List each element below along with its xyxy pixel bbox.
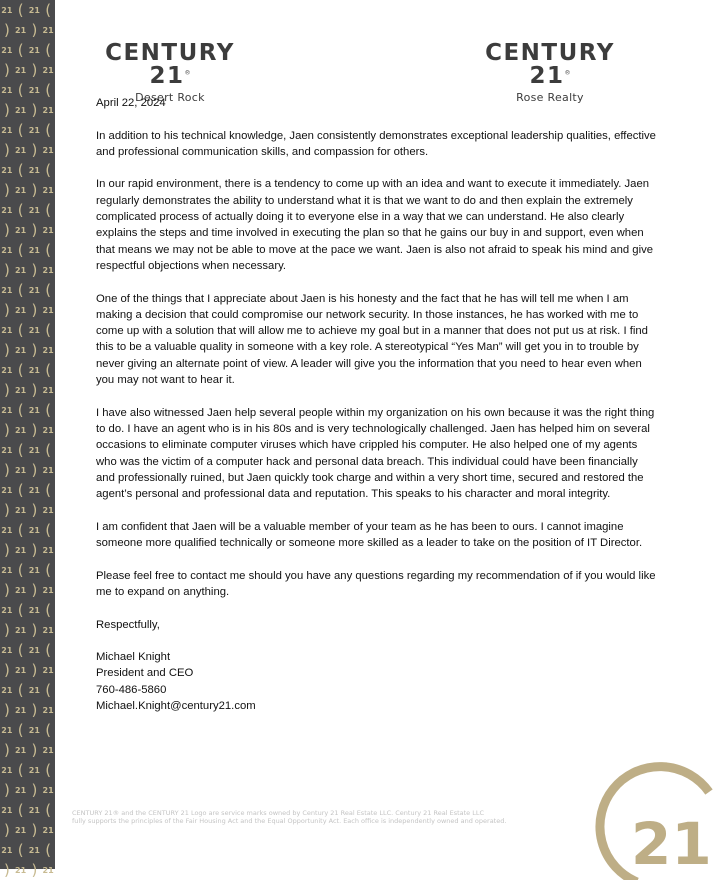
pattern-mark-icon: 21 — [28, 725, 40, 735]
pattern-mark-icon: ( — [45, 680, 52, 699]
pattern-mark-icon: 21 — [42, 105, 54, 115]
pattern-mark-icon: 21 — [15, 585, 27, 595]
letter-body — [96, 95, 656, 714]
logo-office-name: Desert Rock — [135, 91, 205, 104]
pattern-mark-icon: ) — [31, 780, 38, 799]
pattern-mark-icon: 21 — [1, 725, 13, 735]
pattern-mark-icon: ( — [17, 760, 24, 779]
pattern-mark-icon: ( — [45, 400, 52, 419]
pattern-mark-icon: ) — [31, 500, 38, 519]
pattern-mark-icon: 21 — [42, 425, 54, 435]
pattern-row — [0, 280, 55, 300]
pattern-mark-icon: 21 — [42, 785, 54, 795]
pattern-mark-icon: 21 — [1, 405, 13, 415]
pattern-mark-icon: ) — [3, 420, 10, 439]
pattern-mark-icon: ( — [17, 400, 24, 419]
pattern-mark-icon: 21 — [28, 325, 40, 335]
signer-phone: 760-486-5860 — [96, 683, 167, 696]
pattern-mark-icon: ( — [17, 240, 24, 259]
pattern-mark-icon: ( — [17, 720, 24, 739]
pattern-mark-icon: ( — [17, 120, 24, 139]
pattern-mark-icon: ) — [31, 660, 38, 679]
pattern-mark-icon: ) — [31, 180, 38, 199]
pattern-row — [0, 700, 55, 720]
pattern-mark-icon: ( — [45, 800, 52, 819]
pattern-row — [0, 240, 55, 260]
pattern-mark-icon: ( — [45, 200, 52, 219]
pattern-mark-icon: 21 — [15, 385, 27, 395]
pattern-mark-icon: 21 — [42, 825, 54, 835]
pattern-row — [0, 500, 55, 520]
pattern-mark-icon: 21 — [1, 445, 13, 455]
legal-footer-line: fully supports the principles of the Fair Housing Act and the Equal Opportunity Act. Each office is independently owned and operated. — [72, 817, 507, 825]
pattern-mark-icon: ) — [3, 300, 10, 319]
pattern-mark-icon: ( — [17, 680, 24, 699]
pattern-row — [0, 820, 55, 840]
pattern-mark-icon: 21 — [42, 505, 54, 515]
pattern-row — [0, 380, 55, 400]
pattern-row — [0, 220, 55, 240]
pattern-mark-icon: ) — [31, 260, 38, 279]
pattern-mark-icon: ) — [3, 780, 10, 799]
pattern-mark-icon: 21 — [15, 545, 27, 555]
pattern-mark-icon: ( — [45, 560, 52, 579]
pattern-mark-icon: 21 — [28, 285, 40, 295]
pattern-mark-icon: ) — [3, 380, 10, 399]
pattern-mark-icon: ) — [3, 580, 10, 599]
pattern-mark-icon: ( — [17, 440, 24, 459]
pattern-row — [0, 120, 55, 140]
pattern-mark-icon: ) — [31, 220, 38, 239]
pattern-mark-icon: 21 — [1, 85, 13, 95]
pattern-mark-icon: ) — [3, 140, 10, 159]
logo-brand-text: CENTURY 21® — [485, 40, 615, 89]
pattern-mark-icon: 21 — [42, 705, 54, 715]
pattern-mark-icon: 21 — [42, 665, 54, 675]
pattern-mark-icon: ( — [17, 200, 24, 219]
pattern-mark-icon: 21 — [42, 305, 54, 315]
pattern-mark-icon: ( — [45, 120, 52, 139]
signer-title: President and CEO — [96, 667, 194, 680]
pattern-mark-icon: 21 — [1, 325, 13, 335]
pattern-mark-icon: 21 — [42, 225, 54, 235]
pattern-mark-icon: ) — [3, 220, 10, 239]
pattern-mark-icon: ) — [31, 20, 38, 39]
pattern-mark-icon: ( — [45, 40, 52, 59]
pattern-mark-icon: ) — [31, 860, 38, 879]
pattern-mark-icon: ( — [45, 160, 52, 179]
pattern-mark-icon: ) — [3, 740, 10, 759]
pattern-mark-icon: ( — [17, 560, 24, 579]
pattern-mark-icon: ( — [45, 360, 52, 379]
pattern-mark-icon: ) — [3, 700, 10, 719]
pattern-mark-icon: ( — [45, 80, 52, 99]
pattern-row — [0, 200, 55, 220]
pattern-mark-icon: 21 — [28, 565, 40, 575]
pattern-mark-icon: 21 — [28, 605, 40, 615]
pattern-mark-icon: 21 — [28, 85, 40, 95]
pattern-mark-icon: 21 — [1, 605, 13, 615]
pattern-mark-icon: 21 — [15, 745, 27, 755]
pattern-mark-icon: ) — [31, 460, 38, 479]
pattern-mark-icon: ( — [45, 520, 52, 539]
pattern-mark-icon: 21 — [15, 665, 27, 675]
pattern-row — [0, 620, 55, 640]
pattern-mark-icon: ) — [3, 820, 10, 839]
pattern-mark-icon: ( — [17, 520, 24, 539]
pattern-row — [0, 400, 55, 420]
pattern-mark-icon: ) — [31, 60, 38, 79]
letter-paragraph: Please feel free to contact me should you have any questions regarding my recommendation of if you would like me to expand on anything. — [96, 569, 656, 598]
pattern-row — [0, 0, 55, 20]
pattern-row — [0, 460, 55, 480]
pattern-mark-icon: ( — [45, 0, 52, 19]
pattern-mark-icon: 21 — [15, 505, 27, 515]
pattern-row — [0, 520, 55, 540]
pattern-row — [0, 440, 55, 460]
pattern-mark-icon: 21 — [1, 205, 13, 215]
letter-paragraph: In addition to his technical knowledge, Jaen consistently demonstrates exceptional leadership qualities, effective and professional communication skills, and compassion for others. — [96, 129, 656, 158]
pattern-mark-icon: 21 — [42, 465, 54, 475]
logo-brand-text: CENTURY 21® — [105, 40, 235, 89]
pattern-mark-icon: ) — [3, 100, 10, 119]
pattern-mark-icon: 21 — [1, 845, 13, 855]
pattern-mark-icon: 21 — [15, 265, 27, 275]
century21-seal-icon — [597, 772, 714, 878]
pattern-row — [0, 540, 55, 560]
pattern-mark-icon: ( — [17, 80, 24, 99]
pattern-mark-icon: ( — [45, 720, 52, 739]
pattern-mark-icon: ( — [17, 0, 24, 19]
pattern-mark-icon: 21 — [28, 845, 40, 855]
pattern-mark-icon: ( — [45, 760, 52, 779]
pattern-mark-icon: ) — [31, 420, 38, 439]
pattern-row — [0, 580, 55, 600]
pattern-mark-icon: 21 — [28, 45, 40, 55]
pattern-mark-icon: ( — [17, 640, 24, 659]
pattern-row — [0, 60, 55, 80]
pattern-row — [0, 20, 55, 40]
pattern-mark-icon: ) — [3, 180, 10, 199]
pattern-mark-icon: 21 — [15, 345, 27, 355]
signer-email: Michael.Knight@century21.com — [96, 699, 256, 712]
pattern-row — [0, 640, 55, 660]
pattern-mark-icon: 21 — [42, 545, 54, 555]
pattern-mark-icon: 21 — [28, 525, 40, 535]
pattern-mark-icon: ) — [31, 580, 38, 599]
legal-footer — [72, 809, 552, 825]
pattern-row — [0, 40, 55, 60]
pattern-mark-icon: 21 — [28, 765, 40, 775]
pattern-mark-icon: ( — [17, 480, 24, 499]
pattern-mark-icon: ( — [45, 320, 52, 339]
pattern-mark-icon: 21 — [28, 205, 40, 215]
pattern-row — [0, 420, 55, 440]
pattern-mark-icon: 21 — [42, 145, 54, 155]
pattern-mark-icon: 21 — [1, 245, 13, 255]
pattern-mark-icon: 21 — [1, 485, 13, 495]
pattern-row — [0, 260, 55, 280]
pattern-row — [0, 760, 55, 780]
pattern-mark-icon: 21 — [28, 245, 40, 255]
pattern-mark-icon: 21 — [15, 465, 27, 475]
pattern-mark-icon: 21 — [15, 705, 27, 715]
logo-office-name: Rose Realty — [516, 91, 584, 104]
pattern-mark-icon: 21 — [15, 305, 27, 315]
pattern-row — [0, 840, 55, 860]
pattern-mark-icon: ( — [17, 360, 24, 379]
pattern-mark-icon: ) — [3, 460, 10, 479]
pattern-mark-icon: 21 — [1, 365, 13, 375]
pattern-mark-icon: 21 — [28, 805, 40, 815]
pattern-mark-icon: 21 — [1, 805, 13, 815]
pattern-row — [0, 100, 55, 120]
legal-footer-line: CENTURY 21® and the CENTURY 21 Logo are service marks owned by Century 21 Real Estate LLC. Century 21 Real Estate LLC — [72, 809, 485, 817]
pattern-mark-icon: 21 — [15, 865, 27, 875]
pattern-mark-icon: ) — [31, 140, 38, 159]
pattern-mark-icon: ) — [31, 100, 38, 119]
pattern-row — [0, 180, 55, 200]
pattern-mark-icon: ) — [3, 60, 10, 79]
pattern-mark-icon: ) — [3, 540, 10, 559]
pattern-mark-icon: 21 — [28, 645, 40, 655]
pattern-mark-icon: 21 — [28, 445, 40, 455]
pattern-mark-icon: 21 — [28, 165, 40, 175]
pattern-mark-icon: ) — [31, 620, 38, 639]
pattern-mark-icon: ) — [31, 540, 38, 559]
pattern-mark-icon: ) — [3, 260, 10, 279]
letter-closing: Respectfully, — [96, 618, 160, 631]
pattern-mark-icon: 21 — [1, 765, 13, 775]
pattern-mark-icon: ) — [31, 820, 38, 839]
pattern-mark-icon: 21 — [42, 25, 54, 35]
pattern-mark-icon: 21 — [28, 685, 40, 695]
letter-paragraph: I am confident that Jaen will be a valuable member of your team as he has been to ours. I cannot imagine someone more qualified technically or someone more skilled as a leader to take on the position of IT Director. — [96, 520, 643, 550]
pattern-mark-icon: 21 — [15, 105, 27, 115]
pattern-mark-icon: 21 — [1, 685, 13, 695]
letter-paragraph: One of the things that I appreciate about Jaen is his honesty and the fact that he has will tell me when I am making a decision that could compromise our network security. In those instances, he has worked with me to come up with a solution that will allow me to achieve my goal but in a manner that does not put us at risk. I find this to be a valuable quality in someone with a key role. A stereotypical “Yes Man” will get you in to trouble by never giving an alternate point of view. A leader will give you the information that you need to hear even when you may not want to hear it. — [96, 292, 648, 387]
pattern-mark-icon: ( — [45, 240, 52, 259]
pattern-row — [0, 300, 55, 320]
svg-text:21: 21 — [631, 810, 712, 878]
pattern-mark-icon: 21 — [1, 125, 13, 135]
signer-name: Michael Knight — [96, 651, 171, 664]
pattern-mark-icon: 21 — [1, 45, 13, 55]
pattern-mark-icon: ) — [3, 500, 10, 519]
pattern-mark-icon: 21 — [1, 165, 13, 175]
pattern-row — [0, 480, 55, 500]
pattern-mark-icon: 21 — [42, 865, 54, 875]
pattern-row — [0, 340, 55, 360]
pattern-mark-icon: ( — [45, 600, 52, 619]
pattern-mark-icon: 21 — [42, 265, 54, 275]
pattern-mark-icon: 21 — [28, 125, 40, 135]
pattern-row — [0, 740, 55, 760]
pattern-mark-icon: 21 — [15, 225, 27, 235]
pattern-mark-icon: ) — [31, 380, 38, 399]
pattern-mark-icon: ( — [45, 480, 52, 499]
pattern-row — [0, 780, 55, 800]
pattern-mark-icon: ) — [31, 700, 38, 719]
pattern-row — [0, 80, 55, 100]
pattern-mark-icon: ) — [3, 20, 10, 39]
pattern-row — [0, 160, 55, 180]
decorative-pattern-strip — [0, 0, 55, 879]
pattern-mark-icon: 21 — [42, 185, 54, 195]
pattern-mark-icon: 21 — [1, 565, 13, 575]
pattern-row — [0, 680, 55, 700]
pattern-mark-icon: ) — [3, 660, 10, 679]
pattern-row — [0, 320, 55, 340]
pattern-mark-icon: 21 — [42, 345, 54, 355]
pattern-mark-icon: 21 — [42, 745, 54, 755]
pattern-mark-icon: 21 — [28, 365, 40, 375]
pattern-mark-icon: 21 — [15, 785, 27, 795]
pattern-mark-icon: ( — [45, 280, 52, 299]
pattern-mark-icon: ) — [31, 740, 38, 759]
pattern-mark-icon: ( — [17, 280, 24, 299]
pattern-mark-icon: 21 — [15, 825, 27, 835]
pattern-mark-icon: ( — [45, 440, 52, 459]
pattern-mark-icon: ( — [45, 640, 52, 659]
pattern-mark-icon: 21 — [42, 65, 54, 75]
pattern-mark-icon: 21 — [28, 485, 40, 495]
pattern-mark-icon: ) — [3, 340, 10, 359]
pattern-mark-icon: 21 — [42, 585, 54, 595]
pattern-mark-icon: 21 — [1, 525, 13, 535]
pattern-mark-icon: 21 — [15, 185, 27, 195]
pattern-mark-icon: 21 — [1, 5, 13, 15]
pattern-mark-icon: ( — [17, 40, 24, 59]
pattern-row — [0, 800, 55, 820]
pattern-mark-icon: ( — [45, 840, 52, 859]
pattern-row — [0, 560, 55, 580]
letter-paragraph: I have also witnessed Jaen help several people within my organization on his own because it was the right thing to do. I have an agent who is in his 80s and is very technologically challenged. Jaen has helped him on several occasions to eliminate computer viruses which have crippled his computer. He also helped one of my agents who was the victim of a computer hack and personal data breach. This individual could have been financially and professionally ruined, but Jaen quickly took charge and within a very short time, secured and restored the agent’s personal and professional data and reputation. This speaks to his character and moral integrity. — [96, 406, 655, 501]
pattern-row — [0, 720, 55, 740]
pattern-mark-icon: 21 — [1, 285, 13, 295]
signature-block — [96, 649, 656, 714]
pattern-mark-icon: 21 — [1, 645, 13, 655]
pattern-mark-icon: 21 — [28, 5, 40, 15]
pattern-mark-icon: ) — [31, 340, 38, 359]
pattern-mark-icon: 21 — [15, 425, 27, 435]
pattern-mark-icon: 21 — [42, 385, 54, 395]
pattern-row — [0, 140, 55, 160]
pattern-mark-icon: 21 — [15, 25, 27, 35]
pattern-mark-icon: ( — [17, 160, 24, 179]
pattern-mark-icon: 21 — [42, 625, 54, 635]
pattern-mark-icon: ) — [3, 860, 10, 879]
pattern-mark-icon: 21 — [15, 65, 27, 75]
letter-paragraph: In our rapid environment, there is a tendency to come up with an idea and want to execute it immediately. Jaen regularly demonstrates the ability to understand what it is that we want to do and then explain the extremely complicated process of actually doing it to everyone else in a way that we can understand. He also clearly explains the steps and time involved in executing the plan so that he gains our buy in and support, even when that means we may not be able to move at the pace we want. Jaen is also not afraid to speak his mind and give respectful objections when necessary. — [96, 178, 654, 272]
letter-date: April 22, 2024 — [96, 97, 166, 109]
pattern-mark-icon: ( — [17, 800, 24, 819]
pattern-mark-icon: 21 — [15, 145, 27, 155]
pattern-mark-icon: ) — [3, 620, 10, 639]
pattern-mark-icon: 21 — [15, 625, 27, 635]
pattern-mark-icon: 21 — [28, 405, 40, 415]
pattern-mark-icon: ( — [17, 600, 24, 619]
pattern-mark-icon: ( — [17, 840, 24, 859]
pattern-mark-icon: ( — [17, 320, 24, 339]
pattern-row — [0, 660, 55, 680]
pattern-mark-icon: ) — [31, 300, 38, 319]
pattern-row — [0, 360, 55, 380]
pattern-row — [0, 600, 55, 620]
pattern-row — [0, 860, 55, 880]
